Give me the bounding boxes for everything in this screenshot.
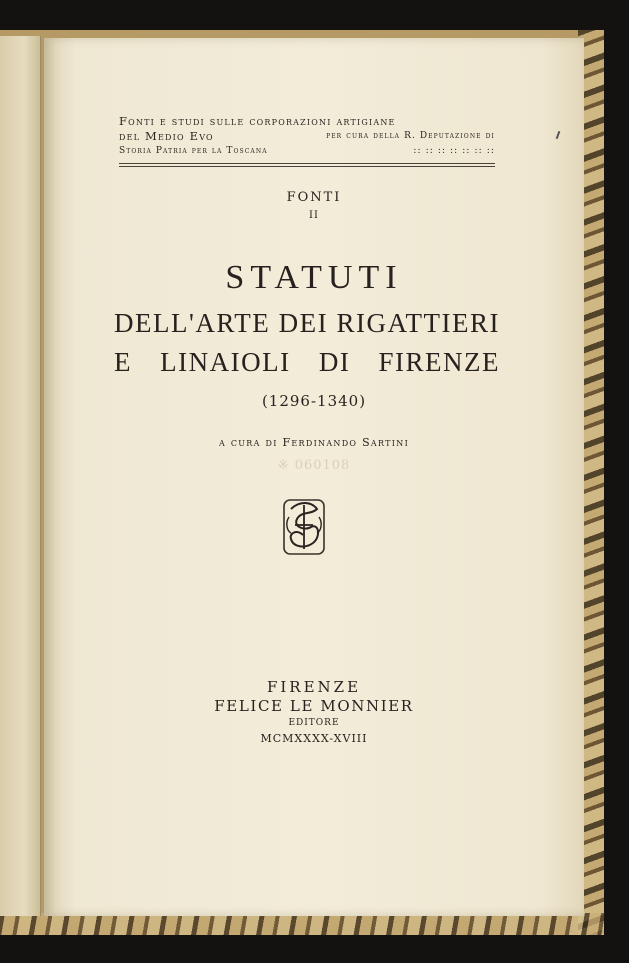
marbled-bottom-edge (0, 913, 604, 935)
book-subtitle-2: E LINAIOLI DI FIRENZE (114, 347, 500, 377)
date-range: (1296-1340) (261, 392, 367, 410)
header-text-2b: per cura della R. Deputazione di (326, 131, 495, 141)
series-header (119, 114, 495, 159)
imprint-city: FIRENZE (266, 678, 362, 696)
header-line-2 (119, 129, 495, 144)
imprint-publisher: FELICE LE MONNIER (214, 697, 414, 715)
header-text-1: Fonti e studi sulle corporazioni artigiane (119, 114, 396, 128)
library-stamp: ※ 060108 (277, 458, 351, 473)
book-subtitle-1: DELL'ARTE DEI RIGATTIERI (114, 308, 500, 338)
volume-number: II (309, 210, 319, 221)
title-page (44, 38, 584, 916)
header-text-3a: Storia Patria per la Toscana (119, 146, 268, 156)
editor-credit: a cura di Ferdinando Sartini (218, 436, 410, 449)
imprint-year: MCMXXXX-XVIII (260, 732, 368, 745)
flyleaf (0, 36, 41, 916)
book-title: STATUTI (225, 259, 403, 296)
header-line-3 (119, 144, 495, 159)
imprint-role: EDITORE (288, 718, 340, 728)
header-text-2a: del Medio Evo (119, 129, 214, 143)
header-rule (119, 163, 495, 167)
publisher-monogram-icon (281, 497, 327, 557)
header-line-1 (119, 114, 495, 129)
series-label: FONTI (286, 190, 342, 205)
header-marks: :: :: :: :: :: :: :: (413, 146, 495, 156)
